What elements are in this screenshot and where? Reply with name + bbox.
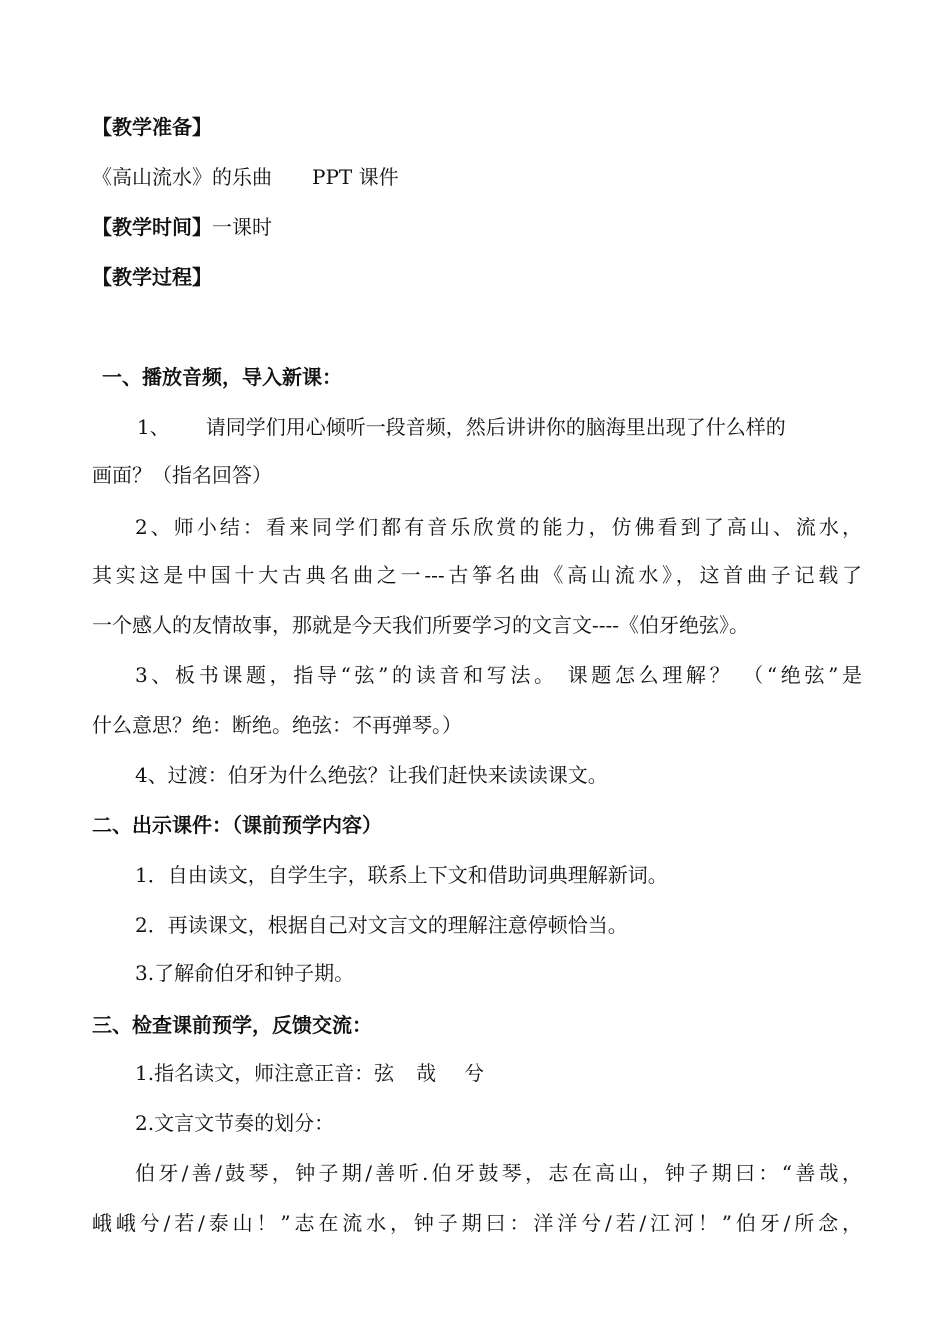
prep-materials-line bbox=[92, 162, 862, 192]
section3-text-line1: 伯牙/善/鼓琴，钟子期/善听.伯牙鼓琴，志在高山，钟子期曰：“善哉， bbox=[135, 1161, 862, 1185]
time-value: 一课时 bbox=[212, 215, 272, 239]
section1-item2-line3: 一个感人的友情故事，那就是今天我们所要学习的文言文----《伯牙绝弦》。 bbox=[92, 613, 750, 637]
time-title: 【教学时间】 bbox=[92, 215, 212, 239]
section3-heading: 三、检查课前预学，反馈交流： bbox=[92, 1013, 372, 1037]
pronunciation-char: 弦 bbox=[374, 1061, 395, 1085]
section3-item1 bbox=[135, 1058, 862, 1088]
prep-materials: 《高山流水》的乐曲 bbox=[92, 165, 272, 189]
section1-item4: 4、过渡：伯牙为什么绝弦？让我们赶快来读读课文。 bbox=[135, 763, 608, 787]
section1-item1-line1 bbox=[137, 412, 862, 442]
time-line bbox=[92, 212, 862, 242]
section1-item2-line1: 2、师小结：看来同学们都有音乐欣赏的能力，仿佛看到了高山、流水， bbox=[135, 515, 862, 539]
section2-item2: 2．再读课文，根据自己对文言文的理解注意停顿恰当。 bbox=[135, 913, 628, 937]
section1-item1-text: 请同学们用心倾听一段音频，然后讲讲你的脑海里出现了什么样的 bbox=[205, 415, 786, 439]
section3-text-line2: 峨峨兮/若/泰山！”志在流水，钟子期曰：洋洋兮/若/江河！”伯牙/所念， bbox=[92, 1211, 862, 1235]
section3-item2: 2.文言文节奏的划分： bbox=[135, 1111, 335, 1135]
pronunciation-char: 兮 bbox=[464, 1061, 485, 1085]
section1-item1-num: 1、 bbox=[137, 415, 170, 439]
section1-heading: 一、播放音频，导入新课： bbox=[102, 365, 342, 389]
section2-item3: 3.了解俞伯牙和钟子期。 bbox=[135, 961, 355, 985]
process-title: 【教学过程】 bbox=[92, 265, 212, 289]
pronunciation-char: 哉 bbox=[416, 1061, 437, 1085]
section1-item3-line2: 什么意思？绝：断绝。绝弦：不再弹琴。） bbox=[92, 713, 462, 737]
section2-heading: 二、出示课件：（课前预学内容） bbox=[92, 813, 382, 837]
prep-title: 【教学准备】 bbox=[92, 115, 212, 139]
section1-item3-line1: 3、板书课题，指导“弦”的读音和写法。 课题怎么理解？ （“绝弦”是 bbox=[135, 663, 862, 687]
section2-item1: 1．自由读文，自学生字，联系上下文和借助词典理解新词。 bbox=[135, 863, 668, 887]
section3-item1-label: 1.指名读文，师注意正音： bbox=[135, 1061, 375, 1085]
section1-item2-line2: 其实这是中国十大古典名曲之一---古筝名曲《高山流水》，这首曲子记载了 bbox=[92, 563, 862, 587]
prep-ppt: PPT 课件 bbox=[312, 165, 399, 189]
section1-item1-line2: 画面？（指名回答） bbox=[92, 463, 272, 487]
